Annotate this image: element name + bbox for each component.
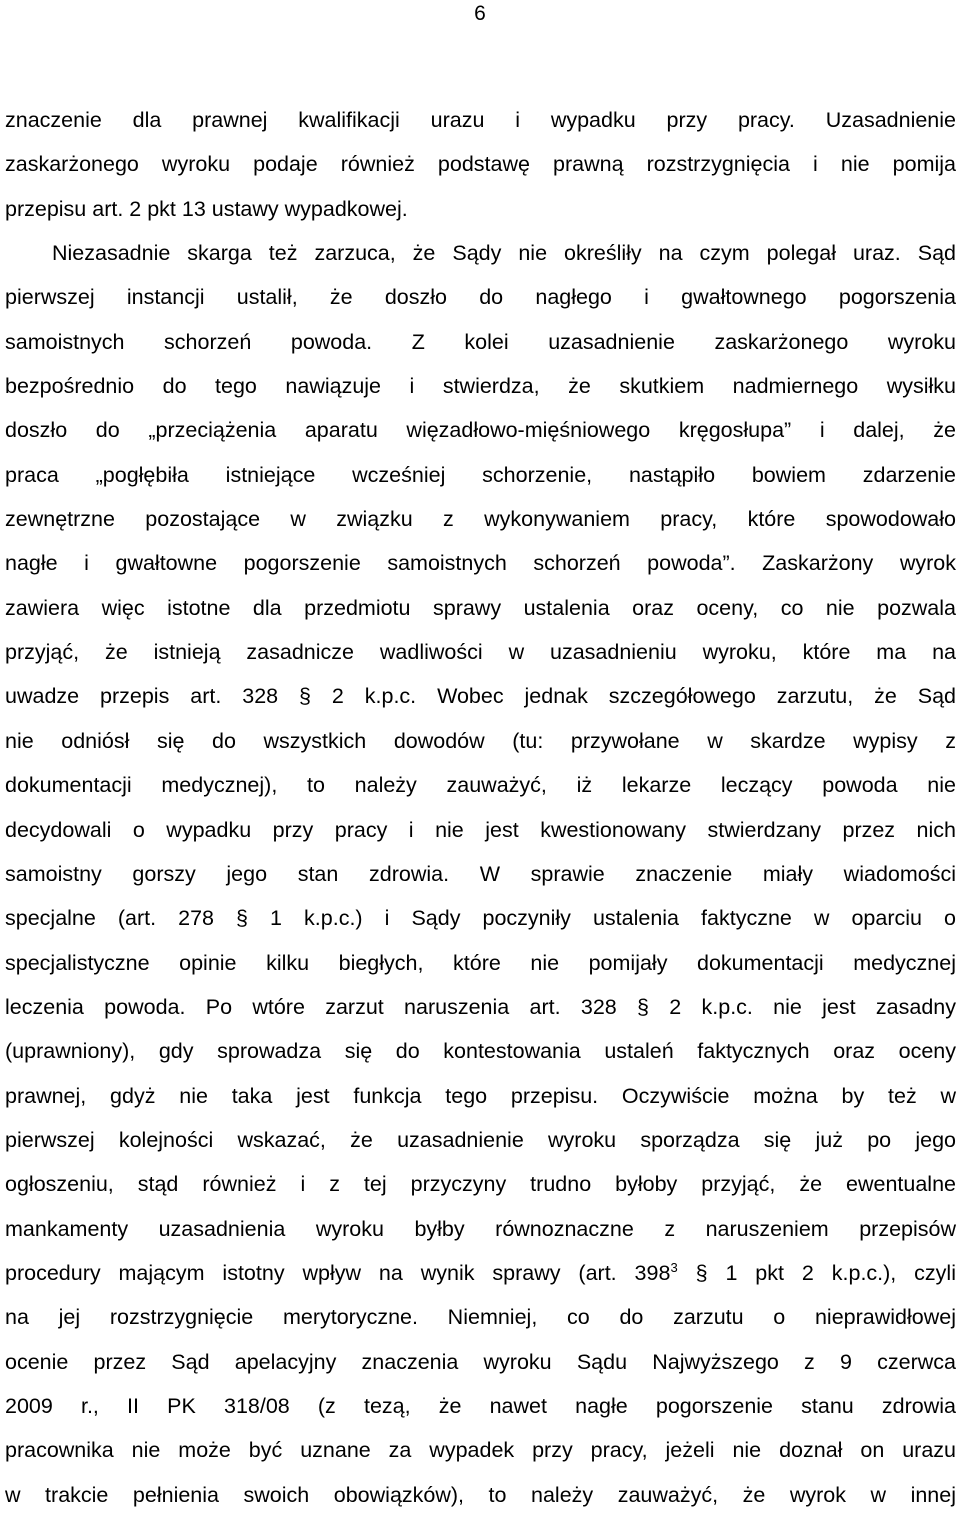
text-line: przepisu art. 2 pkt 13 ustawy wypadkowej. (5, 196, 408, 221)
text-line: zaskarżonego wyroku podaje również podstawę prawną rozstrzygnięcia i nie pomija (5, 152, 956, 177)
text-line: na jej rozstrzygnięcie merytoryczne. Niemniej, co do zarzutu o nieprawidłowej (5, 1305, 956, 1330)
text-line: mankamenty uzasadnienia wyroku byłby równoznaczne z naruszeniem przepisów (5, 1216, 956, 1241)
text-line: decydowali o wypadku przy pracy i nie jest kwestionowany stwierdzany przez nich (5, 817, 956, 842)
text-line: dokumentacji medycznej), to należy zauważyć, iż lekarze leczący powoda nie (5, 773, 956, 798)
text-line: ocenie przez Sąd apelacyjny znaczenia wyroku Sądu Najwyższego z 9 czerwca (5, 1349, 956, 1374)
text-line: praca „pogłębiła istniejące wcześniej schorzenie, nastąpiło bowiem zdarzenie (5, 462, 956, 487)
text-segment: § 1 pkt 2 k.p.c.), czyli (677, 1260, 956, 1285)
page-number: 6 (474, 2, 486, 25)
text-line: w trakcie pełnienia swoich obowiązków), to należy zauważyć, że wyrok w innej (5, 1482, 956, 1507)
text-line: specjalistyczne opinie kilku biegłych, które nie pomijały dokumentacji medycznej (5, 950, 956, 975)
text-line: nagłe i gwałtowne pogorszenie samoistnych schorzeń powoda”. Zaskarżony wyrok (5, 551, 956, 576)
text-line: uwadze przepis art. 328 § 2 k.p.c. Wobec jednak szczegółowego zarzutu, że Sąd (5, 684, 956, 709)
superscript: 3 (670, 1259, 678, 1275)
text-line: zewnętrzne pozostające w związku z wykonywaniem pracy, które spowodowało (5, 507, 956, 532)
text-line: ogłoszeniu, stąd również i z tej przyczyny trudno byłoby przyjąć, że ewentualne (5, 1172, 956, 1197)
text-segment: procedury mającym istotny wpływ na wynik sprawy (art. 398 (5, 1260, 671, 1285)
text-line: specjalne (art. 278 § 1 k.p.c.) i Sądy poczyniły ustalenia faktyczne w oparciu o (5, 906, 956, 931)
text-line: nie odniósł się do wszystkich dowodów (tu: przywołane w skardze wypisy z (5, 728, 956, 753)
text-line: pracownika nie może być uznane za wypadek przy pracy, jeżeli nie doznał on urazu (5, 1438, 956, 1463)
text-line: bezpośrednio do tego nawiązuje i stwierdza, że skutkiem nadmiernego wysiłku (5, 374, 956, 399)
text-line: zawiera więc istotne dla przedmiotu sprawy ustalenia oraz oceny, co nie pozwala (5, 595, 956, 620)
text-line: pierwszej instancji ustalił, że doszło do nagłego i gwałtownego pogorszenia (5, 285, 956, 310)
text-line: samoistny gorszy jego stan zdrowia. W sprawie znaczenie miały wiadomości (5, 861, 956, 886)
text-line: doszło do „przeciążenia aparatu więzadłowo-mięśniowego kręgosłupa” i dalej, że (5, 418, 956, 443)
text-line: samoistnych schorzeń powoda. Z kolei uzasadnienie zaskarżonego wyroku (5, 329, 956, 354)
text-line: leczenia powoda. Po wtóre zarzut naruszenia art. 328 § 2 k.p.c. nie jest zasadny (5, 994, 956, 1019)
text-line: przyjąć, że istnieją zasadnicze wadliwości w uzasadnieniu wyroku, które ma na (5, 640, 956, 665)
text-line: 2009 r., II PK 318/08 (z tezą, że nawet nagłe pogorszenie stanu zdrowia (5, 1393, 956, 1418)
text-line: (uprawniony), gdy sprowadza się do kontestowania ustaleń faktycznych oraz oceny (5, 1039, 956, 1064)
document-body (5, 98, 956, 1517)
text-line: prawnej, gdyż nie taka jest funkcja tego przepisu. Oczywiście można by też w (5, 1083, 956, 1108)
text-line (5, 1251, 956, 1295)
text-line: znaczenie dla prawnej kwalifikacji urazu i wypadku przy pracy. Uzasadnienie (5, 108, 956, 132)
text-line: pierwszej kolejności wskazać, że uzasadnienie wyroku sporządza się już po jego (5, 1127, 956, 1152)
text-line: Niezasadnie skarga też zarzuca, że Sądy nie określiły na czym polegał uraz. Sąd (52, 241, 956, 266)
